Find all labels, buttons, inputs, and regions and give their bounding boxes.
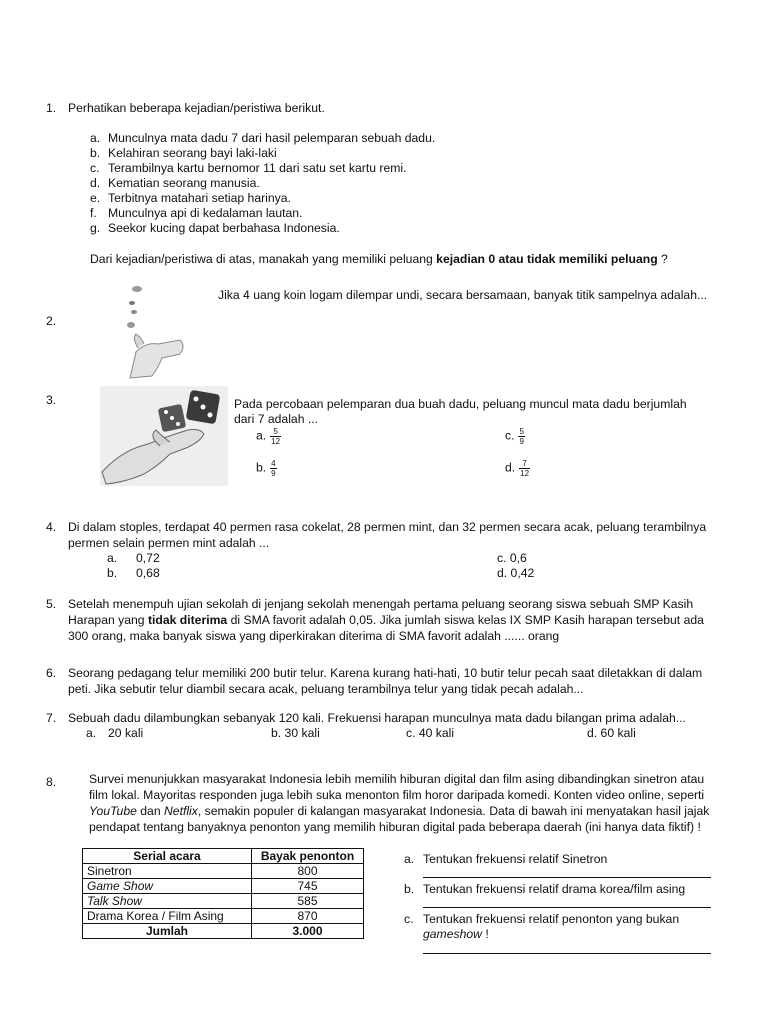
q4-number: 4.: [46, 520, 57, 534]
q7-option-c: c. 40 kali: [406, 726, 455, 740]
q8-line2: film lokal. Mayoritas responden juga lebih suka menonton film horor daripada komedi. Konten video online, seperti: [89, 788, 705, 802]
q5-line1: Setelah menempuh ujian sekolah di jenjang sekolah menengah pertama peluang seorang siswa sebuah SMP Kasih: [68, 597, 694, 611]
row-value: 800: [252, 864, 364, 879]
q1-option-a: [90, 131, 436, 146]
q2-text: Jika 4 uang koin logam dilempar undi, secara bersamaan, banyak titik sampelnya adalah...: [218, 288, 708, 302]
fraction: $\frac{5}{9}$: [519, 427, 524, 446]
fraction: $\frac{7}{12}$: [520, 459, 530, 478]
q4-option-a: a. 0,72: [107, 551, 160, 565]
q8-task-c: c. Tentukan frekuensi relatif penonton yang bukan: [404, 912, 680, 926]
q7-option-b: b. 30 kali: [271, 726, 320, 740]
pip: [208, 413, 213, 418]
q7-option-a: a. 20 kali: [86, 726, 144, 740]
q1-option-c: [90, 161, 407, 176]
q8-task-b: b. Tentukan frekuensi relatif drama korea/film asing: [404, 882, 686, 896]
option-text: Munculnya mata dadu 7 dari hasil pelemparan sebuah dadu.: [108, 131, 436, 145]
q1-option-d: [90, 176, 260, 191]
option-text: Munculnya api di kedalaman lautan.: [108, 206, 303, 220]
coin-icon: [131, 310, 137, 314]
pip: [176, 422, 180, 426]
coin-icon: [132, 286, 142, 292]
coin-toss-illustration: [118, 282, 190, 382]
pip: [201, 405, 206, 410]
total-value: 3.000: [252, 924, 364, 939]
q4-option-d: d. 0,42: [497, 566, 535, 580]
q3-line2: dari 7 adalah ...: [234, 412, 319, 426]
q4-option-c: c. 0,6: [497, 551, 527, 565]
pip: [164, 410, 168, 414]
row-value: 870: [252, 909, 364, 924]
q7-text: Sebuah dadu dilambungkan sebanyak 120 kali. Frekuensi harapan munculnya mata dadu bilangan prima adalah...: [68, 711, 686, 725]
row-label: Talk Show: [83, 894, 252, 909]
q3-number: 3.: [46, 393, 57, 407]
fraction: $\frac{5}{12}$: [271, 427, 281, 446]
q8-task-c-line2: gameshow !: [423, 927, 489, 941]
option-letter: a.: [90, 131, 101, 145]
q5-line2: Harapan yang tidak diterima di SMA favorit adalah 0,05. Jika jumlah siswa kelas IX SMP Kasih harapan tersebut ada: [68, 613, 704, 627]
answer-line: [423, 953, 711, 954]
coin-icon: [129, 301, 135, 305]
q1-intro: Perhatikan beberapa kejadian/peristiwa berikut.: [68, 101, 325, 115]
option-letter: f.: [90, 206, 97, 220]
q4-line1: Di dalam stoples, terdapat 40 permen rasa cokelat, 28 permen mint, dan 32 permen secara acak, peluang terambilnya: [68, 520, 707, 534]
option-letter: g.: [90, 221, 101, 235]
q3-option-a: a. $\frac{5}{12}$: [256, 427, 281, 446]
q6-line2: peti. Jika sebutir telur diambil secara acak, peluang terambilnya telur yang tidak pecah adalah...: [68, 682, 584, 696]
table-row: [83, 879, 364, 894]
table-row: [83, 909, 364, 924]
total-label: Jumlah: [83, 924, 252, 939]
pip: [194, 397, 199, 402]
q7-option-d: d. 60 kali: [587, 726, 636, 740]
pip: [170, 416, 174, 420]
option-letter: d.: [90, 176, 101, 190]
fraction: $\frac{4}{9}$: [271, 459, 276, 478]
q3-option-d: d. $\frac{7}{12}$: [505, 459, 530, 478]
q8-line4: pendapat tentang banyaknya penonton yang memilih hiburan digital pada beberapa daerah (ini hanya data fiktif) !: [89, 820, 701, 834]
q5-line3: 300 orang, maka banyak siswa yang diperkirakan diterima di SMA favorit adalah ...... orang: [68, 629, 560, 643]
q8-line3: YouTube dan Netflix, semakin populer di kalangan masyarakat Indonesia. Data di bawah ini menyatakan hasil jajak: [89, 804, 710, 818]
q5-number: 5.: [46, 597, 57, 611]
option-letter: c.: [90, 161, 100, 175]
answer-line: [423, 877, 711, 878]
option-text: Kelahiran seorang bayi laki-laki: [108, 146, 277, 160]
table-header-row: [83, 849, 364, 864]
q3-line1: Pada percobaan pelemparan dua buah dadu, peluang muncul mata dadu berjumlah: [234, 397, 687, 411]
column-header: Serial acara: [83, 849, 252, 864]
q4-line2: permen selain permen mint adalah ...: [68, 536, 270, 550]
q3-option-b: b. $\frac{4}{9}$: [256, 459, 276, 478]
coin-icon: [127, 322, 135, 328]
row-label: Drama Korea / Film Asing: [83, 909, 252, 924]
q8-line1: Survei menunjukkan masyarakat Indonesia lebih memilih hiburan digital dan film asing dibandingkan sinetron atau: [89, 772, 705, 786]
q1-option-g: [90, 221, 340, 236]
dice-hand-illustration: [100, 386, 228, 486]
row-label: Sinetron: [83, 864, 252, 879]
table-total-row: [83, 924, 364, 939]
q8-number: 8.: [46, 775, 57, 789]
table-row: [83, 894, 364, 909]
q7-number: 7.: [46, 711, 57, 725]
q1-number: 1.: [46, 101, 57, 115]
q1-option-e: [90, 191, 291, 206]
option-letter: b.: [90, 146, 101, 160]
q2-number: 2.: [46, 314, 57, 328]
table-row: [83, 864, 364, 879]
q4-option-b: b. 0,68: [107, 566, 160, 580]
q3-option-c: c. $\frac{5}{9}$: [505, 427, 524, 446]
q1-option-f: [90, 206, 303, 221]
q1-option-b: [90, 146, 277, 161]
row-value: 585: [252, 894, 364, 909]
q1-question: Dari kejadian/peristiwa di atas, manakah yang memiliki peluang kejadian 0 atau tidak memiliki peluang ?: [90, 252, 668, 266]
option-letter: e.: [90, 191, 101, 205]
survey-table: [82, 848, 364, 939]
row-label: Game Show: [83, 879, 252, 894]
row-value: 745: [252, 879, 364, 894]
option-text: Seekor kucing dapat berbahasa Indonesia.: [108, 221, 340, 235]
option-text: Terbitnya matahari setiap harinya.: [108, 191, 291, 205]
option-text: Kematian seorang manusia.: [108, 176, 260, 190]
column-header: Bayak penonton: [252, 849, 364, 864]
q6-number: 6.: [46, 666, 57, 680]
q8-task-a: a. Tentukan frekuensi relatif Sinetron: [404, 852, 608, 866]
answer-line: [423, 907, 711, 908]
thumb-icon: [134, 334, 144, 348]
option-text: Terambilnya kartu bernomor 11 dari satu set kartu remi.: [108, 161, 407, 175]
q6-line1: Seorang pedagang telur memiliki 200 butir telur. Karena kurang hati-hati, 10 butir telur pecah saat diletakkan di dalam: [68, 666, 703, 680]
